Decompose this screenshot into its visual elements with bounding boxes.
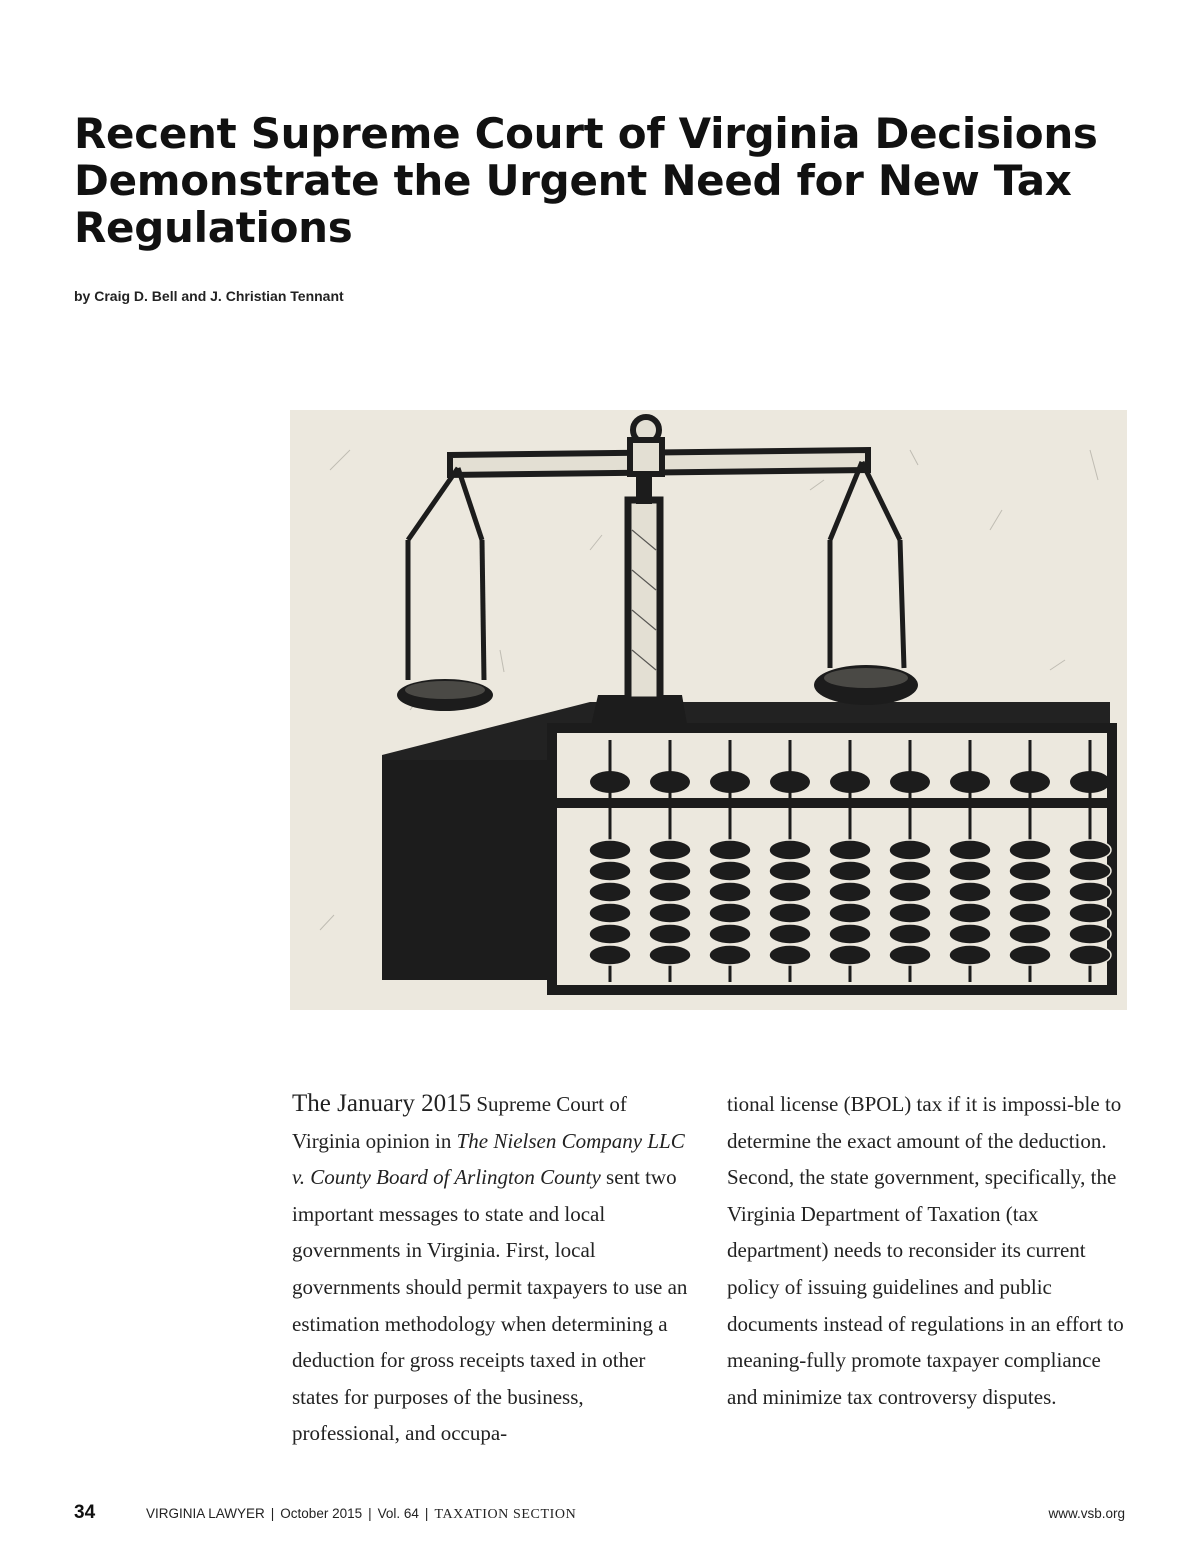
abacus-bead [649, 903, 691, 923]
abacus-bead [709, 861, 751, 881]
abacus-bead [1069, 840, 1111, 860]
abacus-bead [589, 924, 631, 944]
abacus-bead [829, 861, 871, 881]
body-text: sent two important messages to state and local governments in Virginia. First, local governments should permit taxpayers to use an estimation methodology when determining a deduction for gross receipts taxed in other states for purposes of the business, professional, and occupa- [292, 1165, 688, 1446]
abacus-bead [950, 771, 990, 793]
abacus-bead [1069, 861, 1111, 881]
abacus-beads [589, 740, 1111, 982]
article-title [74, 110, 1134, 251]
abacus-bead [829, 840, 871, 860]
abacus-bead [649, 861, 691, 881]
abacus-bead [589, 882, 631, 902]
abacus-bead [1069, 945, 1111, 965]
abacus-bead [949, 945, 991, 965]
abacus-bead [949, 840, 991, 860]
page-footer [0, 1500, 1200, 1530]
abacus-bead [949, 903, 991, 923]
abacus-bead [1009, 903, 1051, 923]
body-text: Supreme Court of Virginia opinion in [292, 1092, 627, 1153]
abacus-divider [552, 798, 1112, 808]
abacus-bead [589, 861, 631, 881]
abacus-bead [1070, 771, 1110, 793]
abacus-bead [829, 924, 871, 944]
abacus-bead [949, 924, 991, 944]
issue-date: October 2015 [280, 1506, 363, 1521]
scale-and-abacus-icon [290, 410, 1127, 1010]
abacus-bead [769, 840, 811, 860]
body-text: tional license (BPOL) tax if it is impossi-ble to determine the exact amount of the deduction. Second, the state government, specifically, the Virginia Department of Taxation (tax department) needs to reconsider its current policy of issuing guidelines and public documents instead of regulations in an effort to meaning-fully promote taxpayer compliance and minimize tax controversy disputes. [727, 1092, 1124, 1409]
abacus-bead [949, 861, 991, 881]
volume: Vol. 64 [377, 1506, 419, 1521]
abacus-bead [649, 924, 691, 944]
abacus-bead [1010, 771, 1050, 793]
abacus-bead [709, 840, 751, 860]
abacus-bead [769, 903, 811, 923]
case-name: The Nielsen Company LLC v. County Board of Arlington County [292, 1128, 685, 1190]
abacus-bead [890, 771, 930, 793]
section-name: TAXATION SECTION [434, 1507, 577, 1522]
separator: | [424, 1506, 429, 1521]
abacus-bead [709, 945, 751, 965]
abacus-bead [889, 903, 931, 923]
abacus-bead [1009, 840, 1051, 860]
abacus-bead [1069, 882, 1111, 902]
title-line: Regulations [74, 203, 353, 252]
abacus-bead [590, 771, 630, 793]
abacus-bead [709, 903, 751, 923]
byline: by Craig D. Bell and J. Christian Tennant [74, 288, 344, 304]
abacus-bead [949, 882, 991, 902]
title-line: Demonstrate the Urgent Need for New Tax [74, 156, 1072, 205]
abacus-bead [1009, 924, 1051, 944]
abacus-bead [710, 771, 750, 793]
abacus-bead [1069, 903, 1111, 923]
abacus-bead [769, 882, 811, 902]
abacus-bead [1009, 882, 1051, 902]
abacus-bead [649, 882, 691, 902]
abacus-bead [709, 924, 751, 944]
abacus-bead [1009, 945, 1051, 965]
abacus-bead [829, 945, 871, 965]
abacus-bead [770, 771, 810, 793]
body-column-1 [292, 1086, 692, 1452]
abacus-bead [889, 945, 931, 965]
abacus-bead [769, 924, 811, 944]
abacus-bead [709, 882, 751, 902]
separator: | [270, 1506, 275, 1521]
abacus-bead [829, 903, 871, 923]
abacus-bead [769, 945, 811, 965]
abacus-bead [1009, 861, 1051, 881]
abacus-bead [889, 924, 931, 944]
abacus-bead [889, 882, 931, 902]
abacus-bead [1069, 924, 1111, 944]
website-link[interactable]: www.vsb.org [1048, 1506, 1125, 1521]
abacus-bead [649, 945, 691, 965]
abacus-bead [769, 861, 811, 881]
separator: | [368, 1506, 372, 1521]
abacus-bead [830, 771, 870, 793]
lead-in: The January 2015 [292, 1090, 472, 1117]
abacus-bead [889, 840, 931, 860]
scale-and-abacus-illustration [290, 410, 1127, 1010]
abacus-bead [649, 840, 691, 860]
abacus-bead [589, 903, 631, 923]
abacus-bead [650, 771, 690, 793]
publication-name: VIRGINIA LAWYER [146, 1506, 265, 1521]
abacus-bead [589, 945, 631, 965]
body-column-2 [727, 1086, 1127, 1415]
publication-line [146, 1506, 576, 1523]
title-line: Recent Supreme Court of Virginia Decisions [74, 109, 1098, 158]
abacus-bead [589, 840, 631, 860]
abacus-bead [829, 882, 871, 902]
page-number: 34 [74, 1502, 96, 1523]
abacus-bead [889, 861, 931, 881]
